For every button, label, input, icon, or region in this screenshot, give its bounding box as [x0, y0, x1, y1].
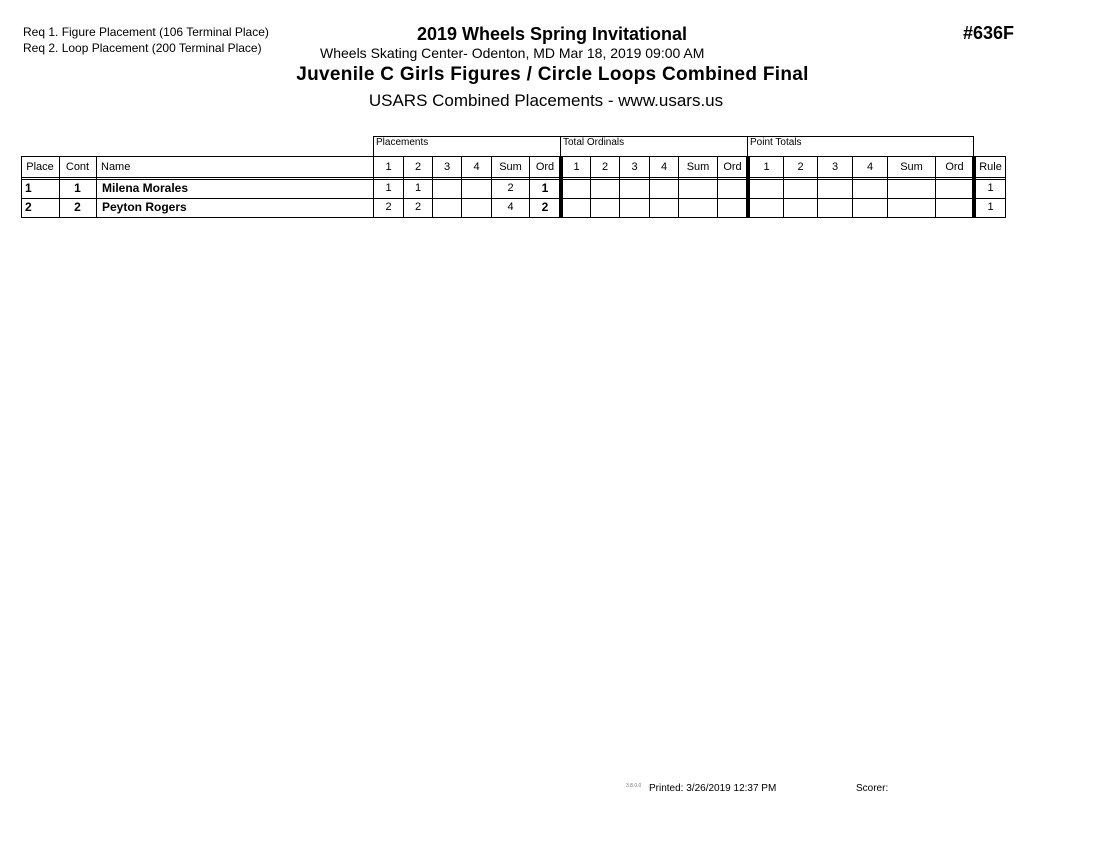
cell-placements-2 [433, 179, 461, 198]
column-header-place: Place [26, 161, 54, 173]
column-header-cont: Cont [65, 161, 90, 173]
column-header-point-totals-0: 1 [763, 161, 770, 173]
cell-name: Milena Morales [102, 181, 189, 195]
column-header-placements-4: Sum [499, 161, 522, 173]
cell-placements-4: 2 [507, 182, 514, 194]
cell-point-totals-1 [784, 179, 817, 198]
column-header-placements-3: 4 [473, 161, 480, 173]
cell-rule: 1 [987, 201, 994, 213]
column-header-point-totals-5: Ord [945, 161, 964, 173]
cell-point-totals-1 [784, 198, 817, 217]
cell-total-ordinals-2 [620, 198, 649, 217]
group-header-point-totals: Point Totals [750, 137, 802, 148]
cell-total-ordinals-4 [679, 198, 717, 217]
cell-point-totals-4 [888, 179, 935, 198]
column-header-placements-5: Ord [535, 161, 555, 173]
cell-point-totals-2 [818, 198, 852, 217]
cell-total-ordinals-5 [718, 198, 747, 217]
column-header-total-ordinals-1: 2 [601, 161, 609, 173]
cell-point-totals-3 [853, 198, 887, 217]
cell-point-totals-3 [853, 179, 887, 198]
cell-total-ordinals-3 [650, 179, 678, 198]
column-header-total-ordinals-0: 1 [573, 161, 580, 173]
cell-point-totals-5 [936, 179, 973, 198]
column-header-total-ordinals-5: Ord [723, 161, 742, 173]
version-label: 3.8.0.0 [626, 783, 642, 789]
cell-total-ordinals-4 [679, 179, 717, 198]
column-header-rule: Rule [979, 161, 1002, 173]
column-header-placements-2: 3 [443, 161, 451, 173]
cell-placements-5: 1 [541, 181, 549, 195]
cell-total-ordinals-1 [591, 198, 619, 217]
cell-total-ordinals-2 [620, 179, 649, 198]
cell-point-totals-0 [750, 179, 783, 198]
cell-total-ordinals-0 [563, 179, 590, 198]
printed-timestamp: Printed: 3/26/2019 12:37 PM [649, 783, 777, 794]
cell-placements-0: 2 [385, 201, 392, 213]
cell-placements-3 [462, 198, 491, 217]
cell-placements-2 [433, 198, 461, 217]
cell-rule: 1 [987, 182, 994, 194]
event-title: Juvenile C Girls Figures / Circle Loops Combined Final [296, 64, 809, 85]
cell-total-ordinals-1 [591, 179, 619, 198]
cell-placements-0: 1 [385, 182, 392, 194]
cell-point-totals-5 [936, 198, 973, 217]
event-number: #636F [963, 23, 1015, 43]
cell-placements-1: 1 [414, 182, 422, 194]
cell-placements-3 [462, 179, 491, 198]
column-header-point-totals-2: 3 [831, 161, 839, 173]
requirement-1: Req 1. Figure Placement (106 Terminal Place) [23, 25, 269, 39]
column-header-name: Name [101, 161, 131, 173]
cell-cont: 1 [74, 181, 81, 195]
column-header-point-totals-3: 4 [866, 161, 874, 173]
cell-placements-5: 2 [541, 200, 549, 214]
column-header-point-totals-1: 2 [797, 161, 804, 173]
scorer-label: Scorer: [856, 783, 889, 794]
cell-point-totals-4 [888, 198, 935, 217]
cell-point-totals-2 [818, 179, 852, 198]
column-header-total-ordinals-4: Sum [686, 161, 710, 173]
page-subtitle: USARS Combined Placements - www.usars.us [368, 91, 724, 110]
column-header-point-totals-4: Sum [900, 161, 923, 173]
column-header-placements-0: 1 [385, 161, 392, 173]
column-header-total-ordinals-3: 4 [660, 161, 668, 173]
cell-placements-1: 2 [414, 201, 422, 213]
cell-place: 2 [25, 200, 32, 214]
cell-total-ordinals-0 [563, 198, 590, 217]
column-header-total-ordinals-2: 3 [631, 161, 638, 173]
cell-total-ordinals-5 [718, 179, 747, 198]
column-header-placements-1: 2 [414, 161, 422, 173]
competition-title: 2019 Wheels Spring Invitational [416, 24, 688, 44]
cell-cont: 2 [74, 200, 81, 214]
cell-placements-4: 4 [507, 201, 514, 213]
cell-total-ordinals-3 [650, 198, 678, 217]
cell-point-totals-0 [750, 198, 783, 217]
group-header-placements: Placements [376, 137, 429, 148]
requirement-2: Req 2. Loop Placement (200 Terminal Place) [23, 41, 262, 55]
group-header-total-ordinals: Total Ordinals [563, 137, 625, 148]
cell-place: 1 [25, 181, 32, 195]
cell-name: Peyton Rogers [102, 200, 187, 214]
venue-line: Wheels Skating Center- Odenton, MD Mar 18, 2019 09:00 AM [320, 45, 705, 61]
